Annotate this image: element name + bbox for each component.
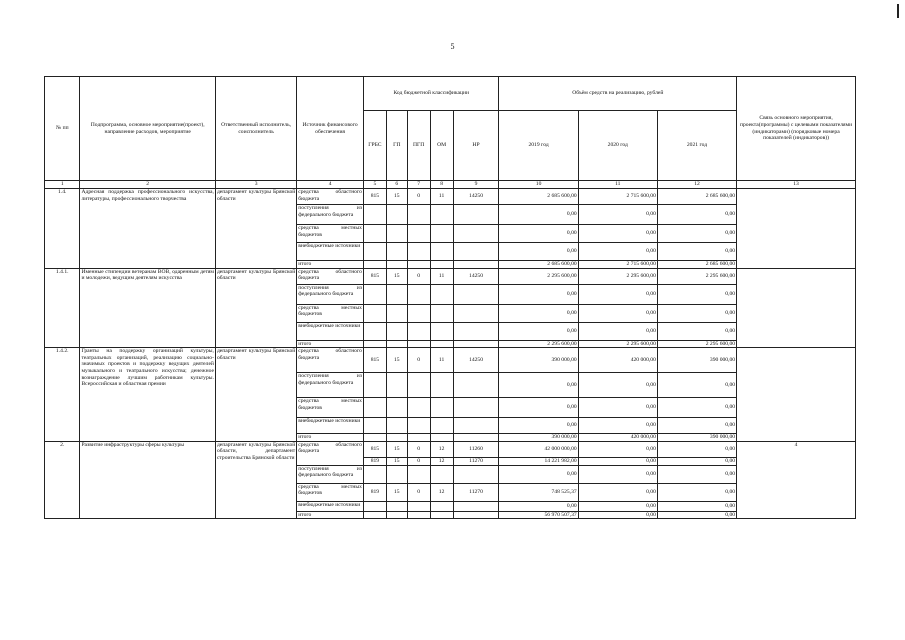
amount-2020: 0,00 [578, 457, 657, 465]
code-gp [386, 434, 407, 442]
amount-2019: 390 000,00 [499, 434, 578, 442]
amount-2019: 2 295 600,00 [499, 268, 578, 284]
code-gp [386, 225, 407, 243]
code-gp [386, 243, 407, 261]
col-number: 8 [430, 181, 453, 189]
event-name: Адресная поддержка профессионального искусства, литературы, профессионального творчества [80, 189, 216, 269]
code-om [430, 284, 453, 304]
code-grbs [363, 398, 386, 418]
amount-2020: 0,00 [578, 284, 657, 304]
table-header [45, 77, 856, 189]
col-number: 11 [578, 181, 657, 189]
funding-source: средства местных бюджетов [297, 304, 364, 322]
code-grbs: 819 [363, 457, 386, 465]
code-pgp: 0 [407, 189, 430, 205]
funding-source: средства областного бюджета [297, 348, 364, 373]
code-np [453, 340, 499, 348]
code-np [453, 205, 499, 225]
code-om: 11 [430, 189, 453, 205]
code-grbs: 815 [363, 441, 386, 457]
amount-2019: 390 000,00 [499, 348, 578, 373]
code-gp [386, 511, 407, 519]
funding-source: внебюджетные источники [297, 501, 364, 511]
code-om [430, 501, 453, 511]
funding-source: итого [297, 261, 364, 269]
col-number: 3 [215, 181, 296, 189]
col-number: 7 [407, 181, 430, 189]
header-executor: Ответственный исполнитель, соисполнитель [215, 77, 296, 181]
code-grbs [363, 465, 386, 483]
amount-2020: 420 000,00 [578, 348, 657, 373]
code-pgp [407, 205, 430, 225]
code-gp [386, 340, 407, 348]
code-gp [386, 465, 407, 483]
code-np [453, 261, 499, 269]
budget-table [44, 76, 856, 519]
amount-2021: 0,00 [657, 205, 736, 225]
amount-2021: 2 685 600,00 [657, 189, 736, 205]
funding-source: средства местных бюджетов [297, 398, 364, 418]
code-om [430, 465, 453, 483]
code-gp [386, 322, 407, 340]
amount-2021: 0,00 [657, 465, 736, 483]
amount-2021: 0,00 [657, 304, 736, 322]
row-number: 1.4.1. [45, 268, 80, 348]
header-pgp: ПГП [407, 111, 430, 181]
code-pgp [407, 511, 430, 519]
header-np: НР [453, 111, 499, 181]
code-np: 11270 [453, 457, 499, 465]
executor: департамент культуры Брянской области, департамент строительства Брянской области [215, 441, 296, 519]
amount-2019: 748 525,37 [499, 483, 578, 501]
executor: департамент культуры Брянской области [215, 189, 296, 269]
code-np [453, 373, 499, 398]
amount-2021: 0,00 [657, 284, 736, 304]
row-number: 1.4.2. [45, 348, 80, 442]
amount-2021: 0,00 [657, 511, 736, 519]
code-om [430, 434, 453, 442]
amount-2020: 2 295 600,00 [578, 268, 657, 284]
code-np [453, 418, 499, 434]
header-om: ОМ [430, 111, 453, 181]
code-om [430, 373, 453, 398]
code-om: 11 [430, 348, 453, 373]
funding-source: средства местных бюджетов [297, 225, 364, 243]
funding-source: средства областного бюджета [297, 441, 364, 465]
funding-source: поступления из федерального бюджета [297, 205, 364, 225]
code-grbs: 815 [363, 348, 386, 373]
code-om: 11 [430, 268, 453, 284]
code-grbs [363, 511, 386, 519]
code-gp: 15 [386, 441, 407, 457]
funding-source: итого [297, 511, 364, 519]
header-2021: 2021 год [657, 111, 736, 181]
code-grbs: 815 [363, 268, 386, 284]
code-gp: 15 [386, 189, 407, 205]
code-grbs [363, 434, 386, 442]
code-gp [386, 398, 407, 418]
code-gp: 15 [386, 268, 407, 284]
header-link: Связь основного мероприятия, проекта(программы) с целевыми показателями (индикаторами) (порядковые номера показателей (индикаторов)) [737, 77, 856, 181]
code-om: 12 [430, 457, 453, 465]
amount-2020: 0,00 [578, 373, 657, 398]
code-np [453, 434, 499, 442]
amount-2021: 0,00 [657, 373, 736, 398]
event-name: Именные стипендии ветеранам ВОВ, одаренным детям и молодежи, ведущим деятелям искусства [80, 268, 216, 348]
code-gp [386, 373, 407, 398]
amount-2019: 0,00 [499, 322, 578, 340]
funding-source: внебюджетные источники [297, 243, 364, 261]
indicator-link: 4 [737, 441, 856, 519]
table-row [45, 348, 856, 373]
code-pgp: 0 [407, 483, 430, 501]
amount-2019: 0,00 [499, 205, 578, 225]
code-grbs [363, 284, 386, 304]
amount-2019: 0,00 [499, 373, 578, 398]
amount-2020: 0,00 [578, 483, 657, 501]
code-np [453, 304, 499, 322]
code-pgp [407, 243, 430, 261]
amount-2020: 0,00 [578, 225, 657, 243]
code-gp: 15 [386, 457, 407, 465]
amount-2019: 0,00 [499, 304, 578, 322]
code-pgp [407, 284, 430, 304]
amount-2021: 390 000,00 [657, 434, 736, 442]
header-2019: 2019 год [499, 111, 578, 181]
code-grbs [363, 373, 386, 398]
code-pgp [407, 501, 430, 511]
funding-source: поступления из федерального бюджета [297, 373, 364, 398]
code-grbs: 819 [363, 483, 386, 501]
indicator-link [737, 268, 856, 348]
amount-2021: 0,00 [657, 483, 736, 501]
amount-2021: 390 000,00 [657, 348, 736, 373]
funding-source: поступления из федерального бюджета [297, 284, 364, 304]
code-grbs [363, 304, 386, 322]
amount-2019: 0,00 [499, 398, 578, 418]
code-grbs: 815 [363, 189, 386, 205]
col-number: 1 [45, 181, 80, 189]
column-numbers-row [45, 181, 856, 189]
funding-source: средства областного бюджета [297, 268, 364, 284]
col-number: 2 [80, 181, 216, 189]
code-grbs [363, 243, 386, 261]
header-name: Подпрограмма, основное мероприятие(проект), направление расходов, мероприятие [80, 77, 216, 181]
code-pgp [407, 261, 430, 269]
amount-2019: 0,00 [499, 225, 578, 243]
executor: департамент культуры Брянской области [215, 348, 296, 442]
code-om [430, 418, 453, 434]
col-number: 6 [386, 181, 407, 189]
code-pgp: 0 [407, 348, 430, 373]
amount-2020: 0,00 [578, 441, 657, 457]
amount-2021: 0,00 [657, 243, 736, 261]
header-source: Источник финансового обеспечения [297, 77, 364, 181]
amount-2019: 14 221 982,00 [499, 457, 578, 465]
amount-2020: 0,00 [578, 205, 657, 225]
funding-source: внебюджетные источники [297, 322, 364, 340]
col-number: 4 [297, 181, 364, 189]
code-np: 14250 [453, 348, 499, 373]
col-number: 9 [453, 181, 499, 189]
code-gp: 15 [386, 483, 407, 501]
amount-2020: 0,00 [578, 304, 657, 322]
code-np [453, 501, 499, 511]
table-row [45, 189, 856, 205]
col-number: 10 [499, 181, 578, 189]
code-pgp: 0 [407, 457, 430, 465]
header-2020: 2020 год [578, 111, 657, 181]
code-pgp [407, 434, 430, 442]
code-np: 11260 [453, 441, 499, 457]
amount-2021: 0,00 [657, 457, 736, 465]
indicator-link [737, 348, 856, 442]
row-number: 2. [45, 441, 80, 519]
code-grbs [363, 322, 386, 340]
code-gp [386, 501, 407, 511]
code-om [430, 304, 453, 322]
code-pgp [407, 340, 430, 348]
col-number: 5 [363, 181, 386, 189]
code-om [430, 340, 453, 348]
page-number: 5 [450, 42, 455, 51]
code-np [453, 465, 499, 483]
amount-2019: 0,00 [499, 418, 578, 434]
col-number: 12 [657, 181, 736, 189]
code-grbs [363, 501, 386, 511]
code-gp [386, 261, 407, 269]
event-name: Развитие инфраструктуры сферы культуры [80, 441, 216, 519]
amount-2019: 0,00 [499, 243, 578, 261]
amount-2019: 0,00 [499, 465, 578, 483]
indicator-link [737, 189, 856, 269]
amount-2020: 2 295 600,00 [578, 340, 657, 348]
amount-2021: 2 685 600,00 [657, 261, 736, 269]
code-pgp: 0 [407, 441, 430, 457]
amount-2020: 0,00 [578, 243, 657, 261]
code-om [430, 261, 453, 269]
funding-source: средства местных бюджетов [297, 483, 364, 501]
funding-source: средства областного бюджета [297, 189, 364, 205]
code-np [453, 322, 499, 340]
code-grbs [363, 340, 386, 348]
table-row [45, 441, 856, 457]
amount-2019: 0,00 [499, 501, 578, 511]
code-om: 12 [430, 483, 453, 501]
funding-source: итого [297, 340, 364, 348]
code-gp [386, 418, 407, 434]
code-np [453, 243, 499, 261]
funding-source: итого [297, 434, 364, 442]
executor: департамент культуры Брянской области [215, 268, 296, 348]
funding-source: внебюджетные источники [297, 418, 364, 434]
amount-2019: 2 685 600,00 [499, 261, 578, 269]
code-pgp: 0 [407, 268, 430, 284]
funding-source: поступления из федерального бюджета [297, 465, 364, 483]
amount-2021: 0,00 [657, 322, 736, 340]
amount-2020: 0,00 [578, 465, 657, 483]
code-om [430, 243, 453, 261]
code-pgp [407, 418, 430, 434]
code-pgp [407, 304, 430, 322]
code-np: 11270 [453, 483, 499, 501]
code-np [453, 511, 499, 519]
code-gp [386, 284, 407, 304]
header-grbs: ГРБС [363, 111, 386, 181]
table-row [45, 268, 856, 284]
code-np [453, 398, 499, 418]
amount-2019: 56 970 507,37 [499, 511, 578, 519]
amount-2020: 0,00 [578, 418, 657, 434]
amount-2019: 0,00 [499, 284, 578, 304]
row-number: 1.4. [45, 189, 80, 269]
amount-2021: 0,00 [657, 225, 736, 243]
code-np: 14250 [453, 268, 499, 284]
event-name: Гранты на поддержку организаций культуры, театральных организаций, реализацию социально-значимых проектов и поддержку ведущих деятелей музыкального и театрального искусства; денежное вознаграждение лучшим работникам культуры. Всероссийская и областная премии [80, 348, 216, 442]
amount-2020: 0,00 [578, 398, 657, 418]
code-grbs [363, 225, 386, 243]
amount-2020: 2 715 600,00 [578, 189, 657, 205]
amount-2020: 2 715 600,00 [578, 261, 657, 269]
code-gp: 15 [386, 348, 407, 373]
code-pgp [407, 465, 430, 483]
header-gp: ГП [386, 111, 407, 181]
amount-2019: 2 295 600,00 [499, 340, 578, 348]
amount-2019: 42 000 000,00 [499, 441, 578, 457]
code-pgp [407, 398, 430, 418]
header-budget-code: Код бюджетной классификации [363, 77, 499, 111]
amount-2021: 0,00 [657, 418, 736, 434]
code-om [430, 205, 453, 225]
amount-2021: 0,00 [657, 398, 736, 418]
code-pgp [407, 225, 430, 243]
amount-2021: 0,00 [657, 441, 736, 457]
code-pgp [407, 373, 430, 398]
code-gp [386, 304, 407, 322]
code-pgp [407, 322, 430, 340]
code-np [453, 284, 499, 304]
amount-2020: 420 000,00 [578, 434, 657, 442]
amount-2021: 2 295 600,00 [657, 340, 736, 348]
amount-2020: 0,00 [578, 511, 657, 519]
col-number: 13 [737, 181, 856, 189]
code-grbs [363, 205, 386, 225]
code-om [430, 511, 453, 519]
amount-2020: 0,00 [578, 501, 657, 511]
code-om [430, 398, 453, 418]
code-np [453, 225, 499, 243]
code-grbs [363, 418, 386, 434]
amount-2021: 0,00 [657, 501, 736, 511]
header-funds-volume: Объём средств на реализацию, рублей [499, 77, 737, 111]
amount-2019: 2 685 600,00 [499, 189, 578, 205]
code-grbs [363, 261, 386, 269]
code-om [430, 322, 453, 340]
code-om: 12 [430, 441, 453, 457]
code-np: 14250 [453, 189, 499, 205]
amount-2020: 0,00 [578, 322, 657, 340]
amount-2021: 2 295 600,00 [657, 268, 736, 284]
table-body [45, 189, 856, 519]
code-gp [386, 205, 407, 225]
header-no: № пп [45, 77, 80, 181]
edge-mark [897, 4, 899, 18]
code-om [430, 225, 453, 243]
